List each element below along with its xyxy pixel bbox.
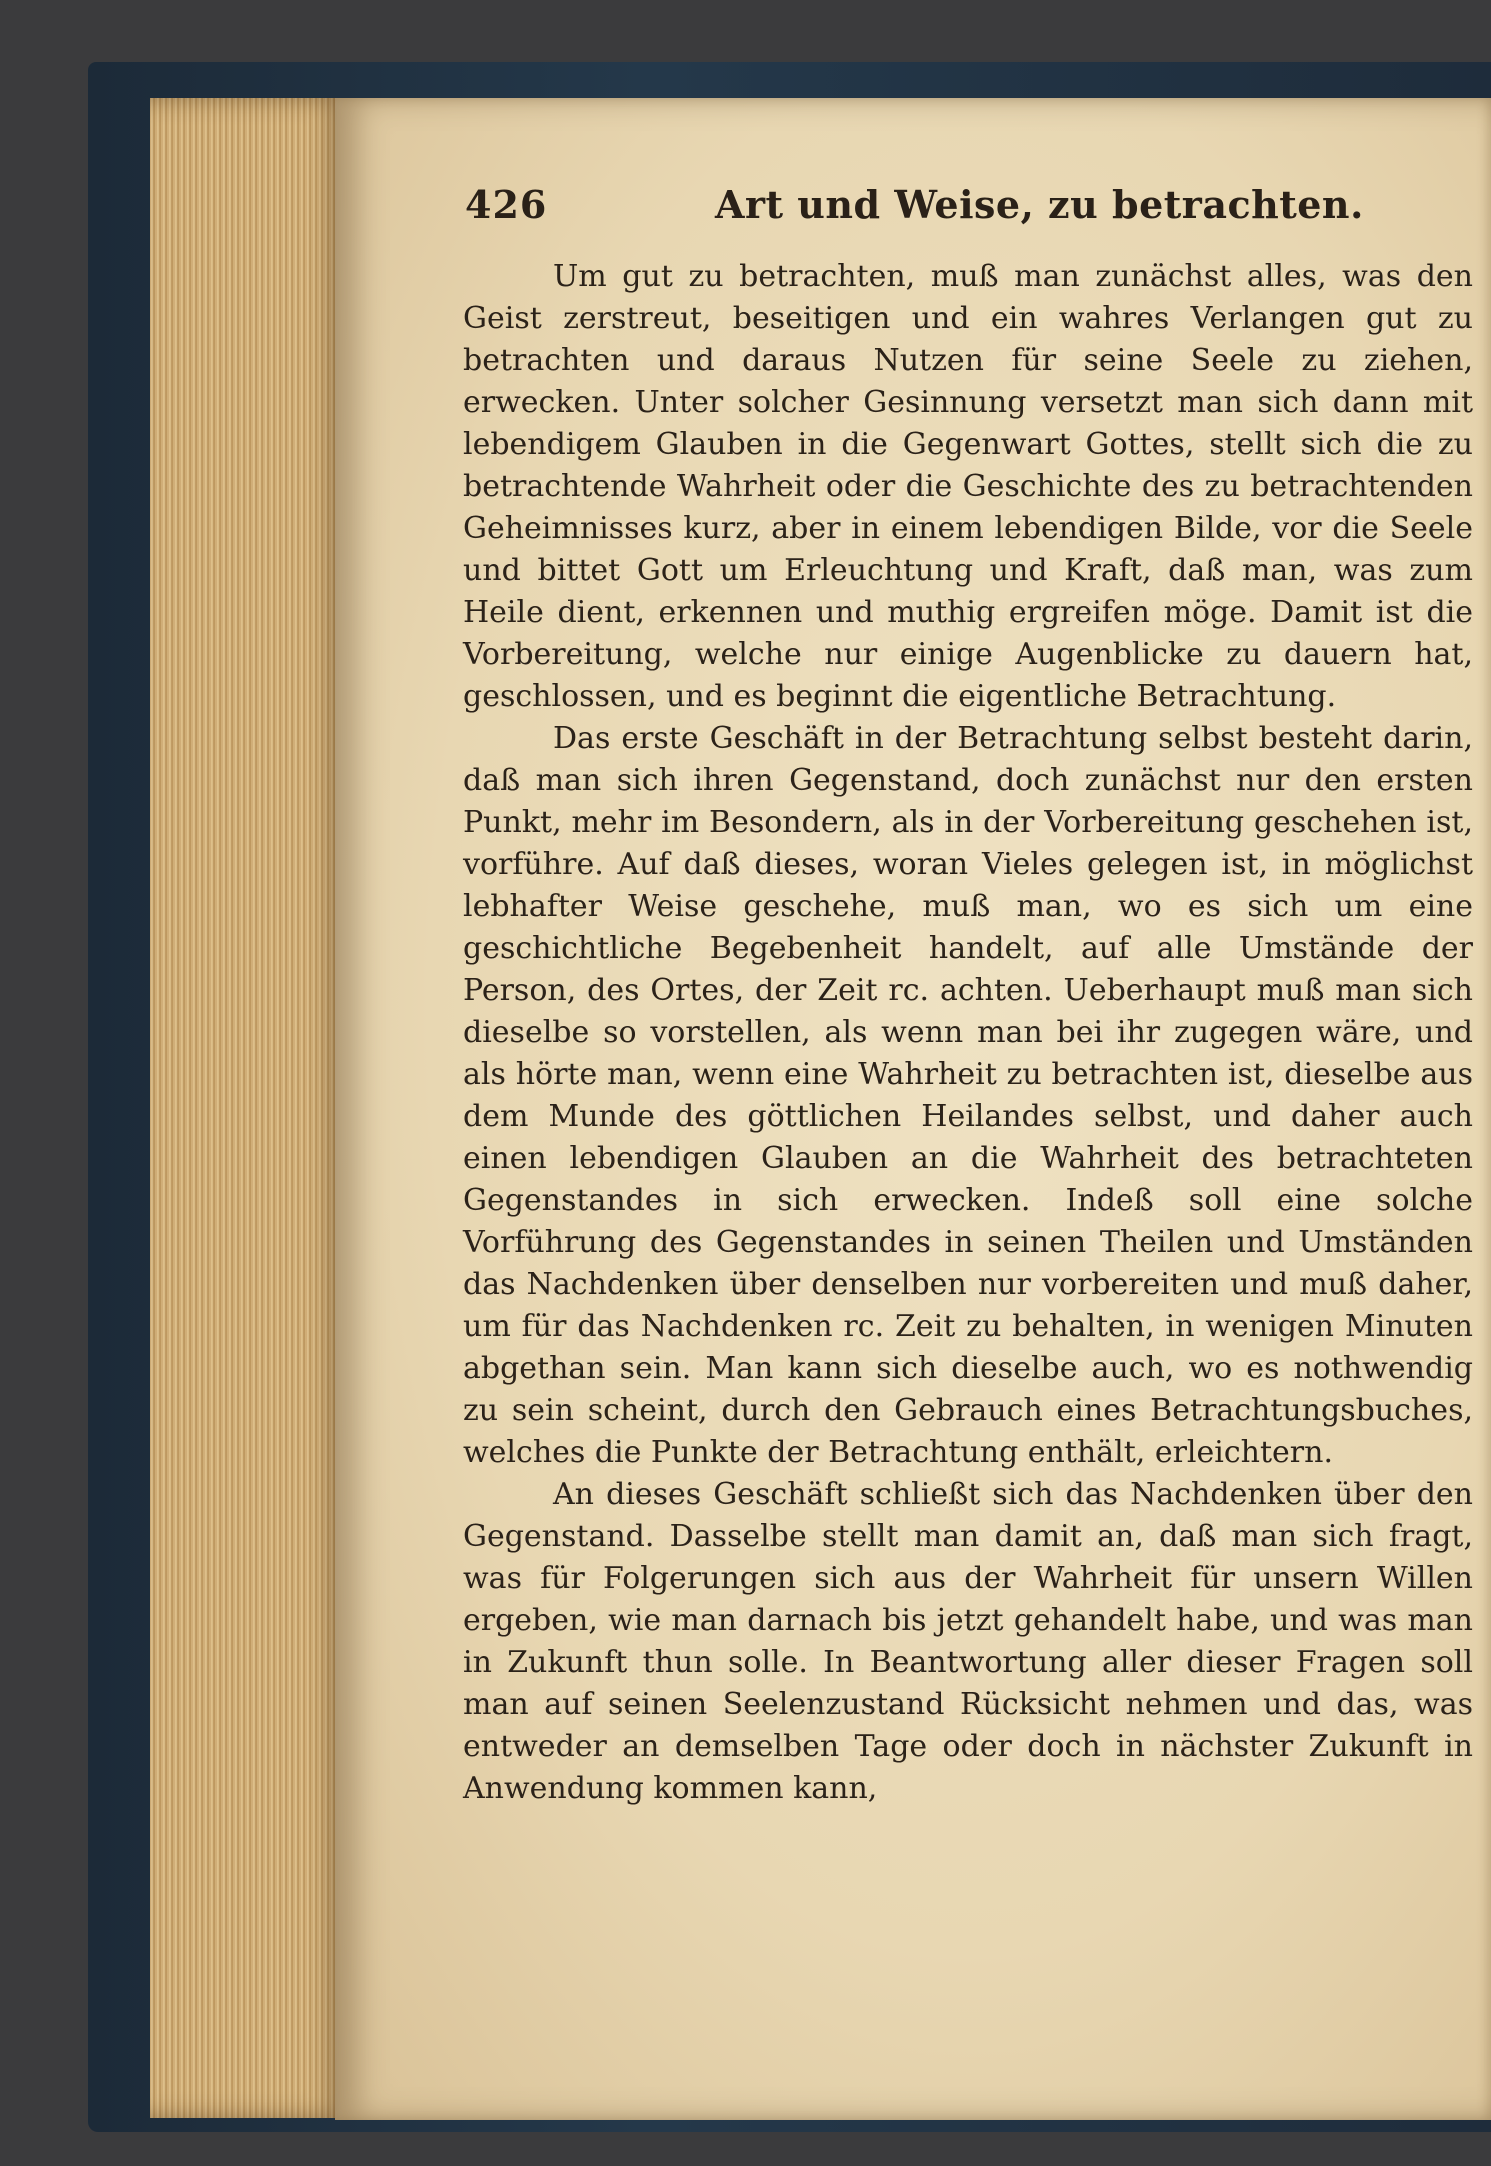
running-head: Art und Weise, zu betrachten. [715,182,1364,227]
page-edges [150,98,350,2118]
body-text [463,256,1473,1810]
paragraph-2: Das erste Geschäft in der Betrachtung selbst besteht darin, daß man sich ihren Gegenstand, doch zunächst nur den ersten Punkt, mehr im Besondern, als in der Vorbereitung geschehen ist, vorführe. Auf daß dieses, woran Vieles gelegen ist, in möglichst lebhafter Weise geschehe, muß man, wo es sich um eine geschichtliche Begebenheit handelt, auf alle Umstände der Person, des Ortes, der Zeit rc. achten. Ueberhaupt muß man sich dieselbe so vorstellen, als wenn man bei ihr zugegen wäre, und als hörte man, wenn eine Wahrheit zu betrachten ist, dieselbe aus dem Munde des göttlichen Heilandes selbst, und daher auch einen lebendigen Glauben an die Wahrheit des betrachteten Gegenstandes in sich erwecken. Indeß soll eine solche Vorführung des Gegenstandes in seinen Theilen und Umständen das Nachdenken über denselben nur vorbereiten und muß daher, um für das Nachdenken rc. Zeit zu behalten, in wenigen Minuten abgethan sein. Man kann sich dieselbe auch, wo es nothwendig zu sein scheint, durch den Gebrauch eines Betrachtungsbuches, welches die Punkte der Betrachtung enthält, erleichtern. [463,721,1473,1470]
paragraph-1: Um gut zu betrachten, muß man zunächst alles, was den Geist zerstreut, beseitigen und ein wahres Verlangen gut zu betrachten und daraus Nutzen für seine Seele zu ziehen, erwecken. Unter solcher Gesinnung versetzt man sich dann mit lebendigem Glauben in die Gegenwart Gottes, stellt sich die zu betrachtende Wahrheit oder die Geschichte des zu betrachtenden Geheimnisses kurz, aber in einem lebendigen Bilde, vor die Seele und bittet Gott um Erleuchtung und Kraft, daß man, was zum Heile dient, erkennen und muthig ergreifen möge. Damit ist die Vorbereitung, welche nur einige Augenblicke zu dauern hat, geschlossen, und es beginnt die eigentliche Betrachtung. [463,259,1473,714]
page-header [465,174,1445,234]
book-page [335,98,1491,2120]
paragraph-3: An dieses Geschäft schließt sich das Nachdenken über den Gegenstand. Dasselbe stellt man damit an, daß man sich fragt, was für Folgerungen sich aus der Wahrheit für unsern Willen ergeben, wie man darnach bis jetzt gehandelt habe, und was man in Zukunft thun solle. In Beantwortung aller dieser Fragen soll man auf seinen Seelenzustand Rücksicht nehmen und das, was entweder an demselben Tage oder doch in nächster Zukunft in Anwendung kommen kann, [463,1477,1473,1806]
page-number: 426 [465,182,548,227]
